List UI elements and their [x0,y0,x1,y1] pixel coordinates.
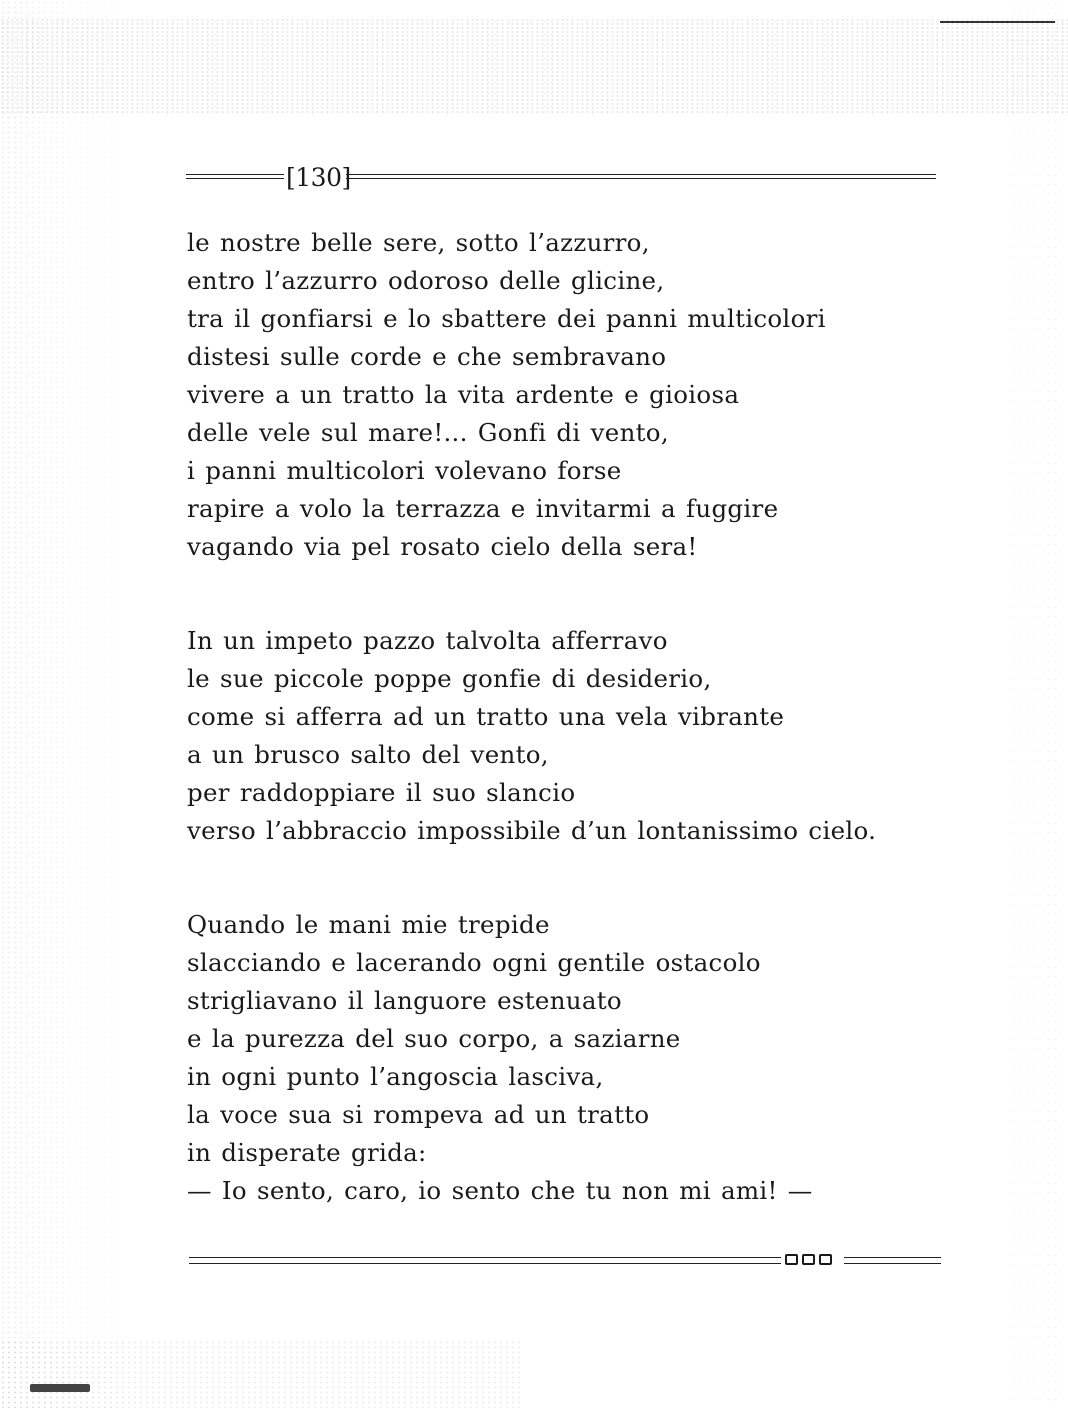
page-header [186,160,936,196]
scan-noise-bottom [0,1340,520,1408]
poem-line: In un impeto pazzo talvolta afferravo [187,626,668,655]
poem-line: in ogni punto l’angoscia lasciva, [187,1062,604,1091]
poem-line: per raddoppiare il suo slancio [187,778,576,807]
square-icon [819,1254,832,1265]
scan-noise-right [1010,0,1068,1408]
stanza-3 [187,906,813,1210]
poem-line: slacciando e lacerando ogni gentile ostacolo [187,948,761,977]
stanza-1 [187,224,826,566]
poem-line: distesi sulle corde e che sembravano [187,342,667,371]
footer-rule-left [189,1257,781,1264]
poem-line: strigliavano il languore estenuato [187,986,622,1015]
scan-noise-top [0,18,1068,113]
page-footer [189,1252,941,1272]
poem-line: verso l’abbraccio impossibile d’un lontanissimo cielo. [187,816,877,845]
scan-edge-line [940,21,1055,23]
three-square-ornament-icon [785,1254,841,1268]
poem-line: vagando via pel rosato cielo della sera! [187,532,698,561]
poem-line: le nostre belle sere, sotto l’azzurro, [187,228,650,257]
poem-line: entro l’azzurro odoroso delle glicine, [187,266,665,295]
poem-line: e la purezza del suo corpo, a saziarne [187,1024,681,1053]
scan-noise-left [0,0,140,1408]
poem-line: rapire a volo la terrazza e invitarmi a fuggire [187,494,779,523]
poem-line: la voce sua si rompeva ad un tratto [187,1100,650,1129]
poem-line: le sue piccole poppe gonfie di desiderio, [187,664,712,693]
poem-line: come si afferra ad un tratto una vela vibrante [187,702,785,731]
poem-line: i panni multicolori volevano forse [187,456,622,485]
poem-line: in disperate grida: [187,1138,427,1167]
poem-line: tra il gonfiarsi e lo sbattere dei panni multicolori [187,304,826,333]
header-rule-right [346,174,936,179]
header-rule-left [186,174,284,179]
footer-rule-right [844,1257,941,1264]
poem-line: Quando le mani mie trepide [187,910,550,939]
stanza-2 [187,622,876,850]
poem-line: — Io sento, caro, io sento che tu non mi ami! — [187,1176,813,1205]
poem-line: a un brusco salto del vento, [187,740,549,769]
scan-smudge [30,1384,90,1392]
square-icon [785,1254,798,1265]
square-icon [802,1254,815,1265]
poem-line: delle vele sul mare!... Gonfi di vento, [187,418,669,447]
poem-line: vivere a un tratto la vita ardente e gioiosa [187,380,740,409]
page-number: [130] [286,163,351,192]
